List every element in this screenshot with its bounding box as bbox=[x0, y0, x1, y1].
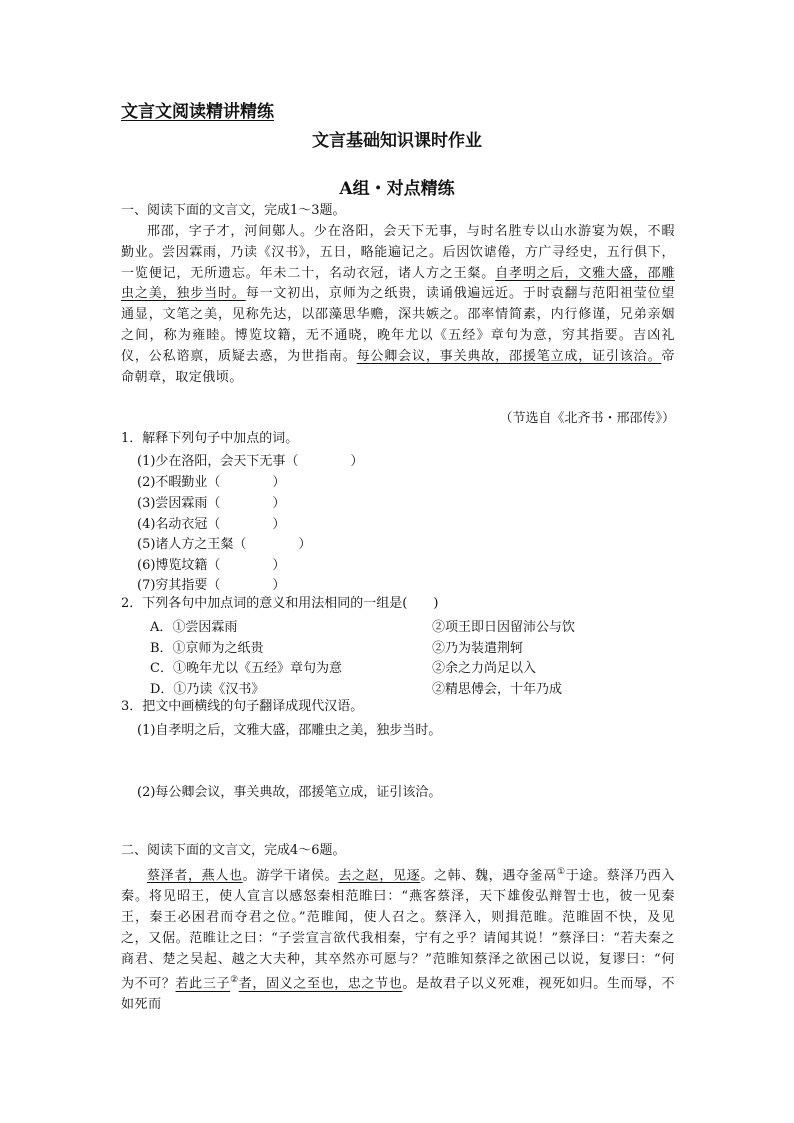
passage-two-text-2: 。之韩、魏，遇夺釜鬲 bbox=[420, 868, 558, 884]
question-3-title: 3．把文中画横线的句子翻译成现代汉语。 bbox=[121, 699, 364, 714]
choice-d-2: ②精思傅会，十年乃成 bbox=[432, 682, 563, 697]
passage-one-source: （节选自《北齐书・邢邵传》） bbox=[499, 411, 675, 426]
question-1-item: (4)名动衣冠（ ） bbox=[137, 517, 286, 532]
passage-one bbox=[121, 222, 675, 388]
question-1-item: (6)博览坟籍（ ） bbox=[137, 558, 286, 573]
question-1-title: 1．解释下列句子中加点的词。 bbox=[121, 431, 299, 446]
question-1-item: (2)不暇勤业（ ） bbox=[137, 475, 286, 490]
choice-d-1: D．①乃读《汉书》 bbox=[150, 682, 265, 697]
group-title: A组・对点精练 bbox=[339, 179, 455, 199]
section2-heading: 二、阅读下面的文言文，完成4～6题。 bbox=[121, 843, 346, 858]
question-2-title: 2．下列各句中加点词的意义和用法相同的一组是( ) bbox=[121, 596, 439, 611]
passage-two-text-3: 于途。蔡泽乃西入秦。将见昭王，使人宣言以感怒秦相范睢曰：“燕客蔡泽，天下雄俊弘辩智士也，彼一见秦王，秦王必困君而夺君之位。”范睢闻，使人召之。蔡泽入，则揖范睢。范睢固不快，及见之，又倨。范睢让之曰：“子尝宣言欲代我相秦，宁有之乎？请闻其说！”蔡泽曰：“若夫秦之商君、楚之吴起、越之大夫种，其卒然亦可愿与？”范睢知蔡泽之欲困己以说，复谬曰：“何为不可？ bbox=[121, 868, 675, 992]
page-title: 文言基础知识课时作业 bbox=[312, 131, 482, 151]
question-3-item-1: (1)自孝明之后，文雅大盛，邵雕虫之美，独步当时。 bbox=[137, 723, 442, 738]
footnote-marker-2: ② bbox=[230, 975, 239, 986]
underlined-sentence-2: 每公卿会议，事关典故，邵援笔立成，证引该洽。 bbox=[356, 348, 662, 364]
footnote-marker-1: ① bbox=[557, 867, 566, 877]
passage-two bbox=[121, 862, 675, 1016]
top-title: 文言文阅读精讲精练 bbox=[121, 102, 274, 122]
section1-heading: 一、阅读下面的文言文，完成1～3题。 bbox=[121, 203, 346, 218]
underlined-phrase-4: 者，固义之至也，忠之节也 bbox=[238, 976, 403, 992]
choice-b-1: B．①京师为之纸贵 bbox=[150, 641, 264, 656]
choice-c-1: C．①晚年尤以《五经》章句为意 bbox=[150, 661, 342, 676]
choice-a-1: A．①尝因霖雨 bbox=[150, 620, 238, 635]
passage-one-text-a: 邢邵，字子才，河间鄚人。少在洛阳，会天下无事，与时名胜专以山水游宴为娱，不暇勤业。尝因霖雨，乃读《汉书》，五日，略能遍记之。后因饮谑倦，方广寻经史，五行俱下，一览便记，无所遗忘。年未二十，名动衣冠，诸人方之王粲。 bbox=[121, 224, 675, 281]
choice-b-2: ②乃为装遣荆轲 bbox=[432, 641, 524, 656]
choice-a-2: ②项王即日因留沛公与饮 bbox=[432, 620, 576, 635]
question-3-item-2: (2)每公卿会议，事关典故，邵援笔立成，证引该洽。 bbox=[137, 785, 442, 800]
question-1-item: (3)尝因霖雨（ ） bbox=[137, 496, 286, 511]
underlined-sentence-1: 自孝明之后，文雅大盛，邵雕虫之美，独步当时。 bbox=[121, 265, 675, 302]
passage-one-text-c: 帝命朝章，取定俄顷。 bbox=[121, 348, 675, 385]
question-1-item: (1)少在洛阳，会天下无事（ ） bbox=[137, 454, 364, 469]
question-1-item: (7)穷其指要（ ） bbox=[137, 578, 286, 593]
passage-one-text-b: 每一文初出，京师为之纸贵，读诵俄遍远近。于时袁翻与范阳祖莹位望通显，文笔之美，见称先达，以邵藻思华赡，深共嫉之。邵率情简素，内行修谨，兄弟亲姻之间，称为雍睦。博览坟籍，无不通晓，晚年尤以《五经》章句为意，穷其指要。吉凶礼仪，公私谘禀，质疑去惑，为世指南。 bbox=[121, 286, 675, 364]
underlined-phrase-3: 若此三子 bbox=[175, 976, 231, 992]
passage-two-text-1: 。游学干诸侯。 bbox=[242, 868, 339, 884]
question-1-item: (5)诸人方之王粲（ ） bbox=[137, 537, 312, 552]
underlined-phrase-2: 去之赵，见逐 bbox=[338, 868, 421, 884]
underlined-phrase-1: 蔡泽者，燕人也 bbox=[147, 868, 243, 884]
passage-two-text-4: 。是故君子以义死难，视死如归。生而辱，不如死而 bbox=[121, 976, 675, 1013]
choice-c-2: ②余之力尚足以入 bbox=[432, 661, 537, 676]
